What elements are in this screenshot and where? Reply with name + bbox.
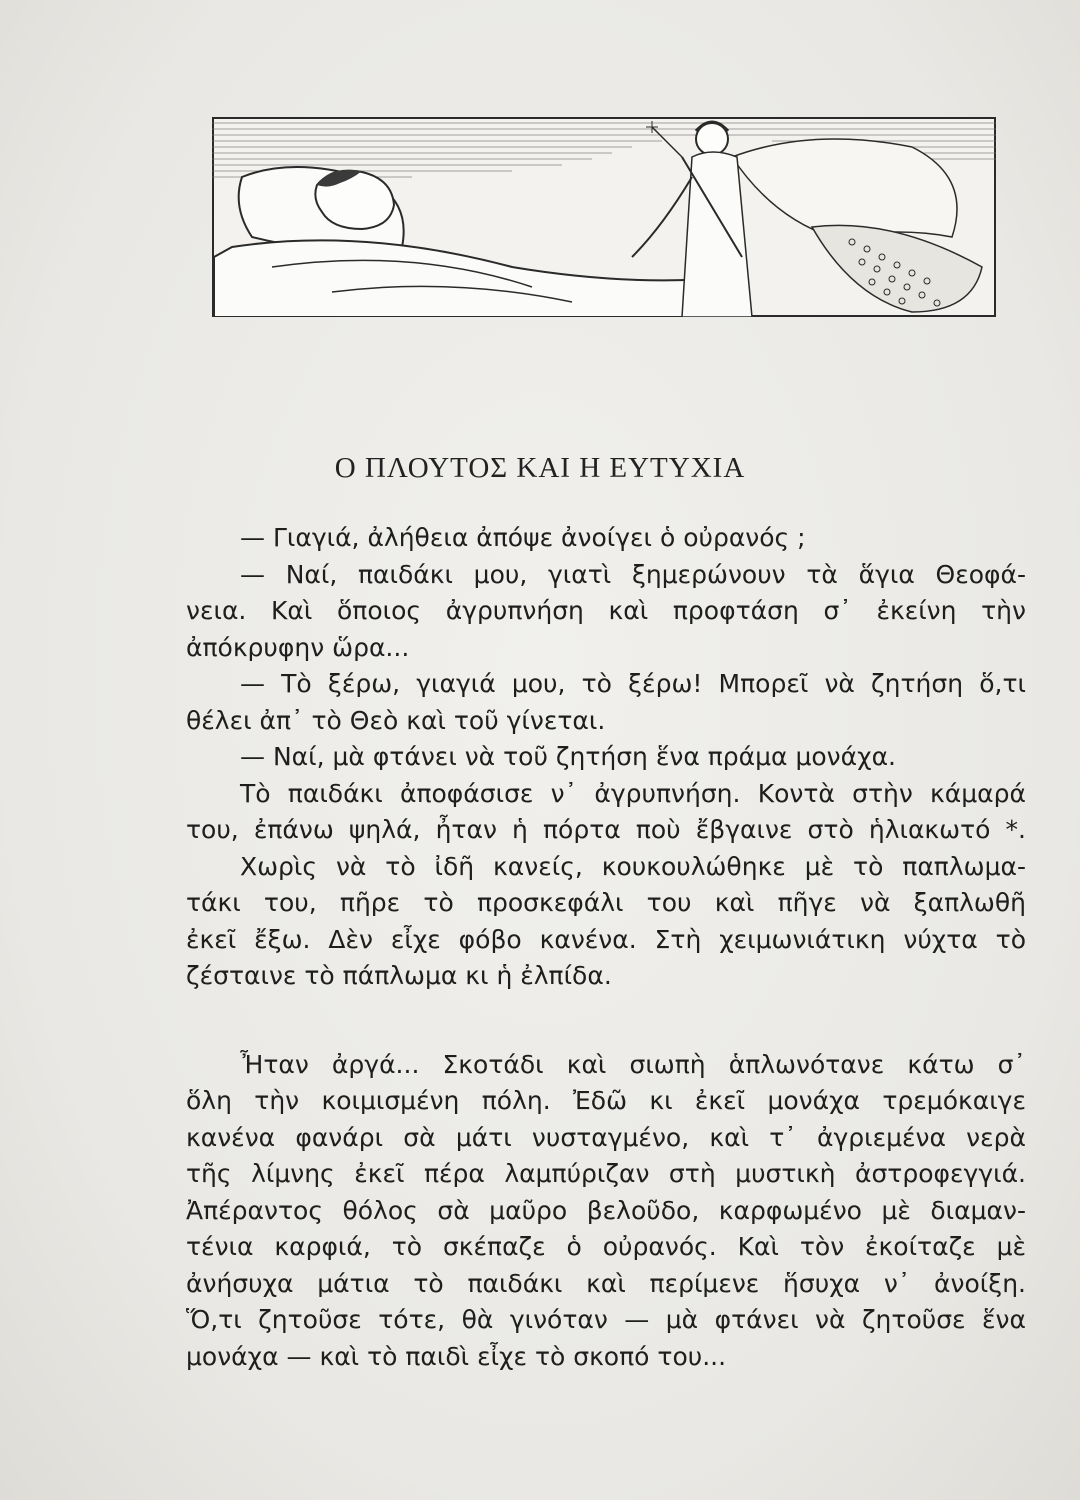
text-line: ἀπόκρυφην ὥρα... [186, 632, 410, 662]
text-line: θέλει ἀπ᾿ τὸ Θεὸ καὶ τοῦ γίνεται. [186, 705, 606, 735]
text-line: τῆς λίμνης ἐκεῖ πέρα λαμπύριζαν στὴ μυστικὴ ἀστροφεγγιά. [186, 1159, 1026, 1188]
text-line: — Ναί, μὰ φτάνει νὰ τοῦ ζητήση ἕνα πράμα μονάχα. [240, 742, 896, 771]
illustration-drawing [212, 117, 996, 317]
text-line: τάκι του, πῆρε τὸ προσκεφάλι του καὶ πῆγε νὰ ξαπλωθῆ [186, 888, 1026, 917]
text-line: ἐκεῖ ἔξω. Δὲν εἶχε φόβο κανένα. Στὴ χειμωνιάτικη νύχτα τὸ [186, 924, 1026, 954]
text-line: τένια καρφιά, τὸ σκέπαζε ὁ οὐρανός. Καὶ τὸν ἐκοίταζε μὲ [186, 1232, 1026, 1261]
text-line: του, ἐπάνω ψηλά, ἦταν ἡ πόρτα ποὺ ἔβγαινε στὸ ἡλιακωτό *. [186, 815, 1026, 844]
text-line: — Τὸ ξέρω, γιαγιά μου, τὸ ξέρω! Μπορεῖ νὰ ζητήση ὅ,τι [240, 669, 1026, 698]
story-text [186, 520, 1026, 1375]
chapter-title: Ο ΠΛΟΥΤΟΣ ΚΑΙ Η ΕΥΤΥΧΙΑ [334, 452, 746, 484]
text-line: Χωρὶς νὰ τὸ ἰδῆ κανείς, κουκουλώθηκε μὲ τὸ παπλωμα- [240, 851, 1026, 881]
text-line: Ἦταν ἀργά... Σκοτάδι καὶ σιωπὴ ἁπλωνότανε κάτω σ᾿ [240, 1049, 1026, 1079]
text-line: ἀνήσυχα μάτια τὸ παιδάκι καὶ περίμενε ἥσυχα ν᾿ ἀνοίξη. [186, 1268, 1026, 1298]
paragraph-gap [186, 995, 1026, 1047]
illustration-child-and-fairy [212, 117, 996, 317]
text-line: κανένα φανάρι σὰ μάτι νυσταγμένο, καὶ τ᾿ ἀγριεμένα νερὰ [186, 1122, 1026, 1152]
text-line: — Ναί, παιδάκι μου, γιατὶ ξημερώνουν τὰ ἅγια Θεοφά- [240, 559, 1026, 589]
text-line: ζέσταινε τὸ πάπλωμα κι ἡ ἐλπίδα. [186, 961, 612, 990]
text-line: Ὅ,τι ζητοῦσε τότε, θὰ γινόταν — μὰ φτάνει νὰ ζητοῦσε ἕνα [186, 1305, 1026, 1334]
text-line: μονάχα — καὶ τὸ παιδὶ εἶχε τὸ σκοπό του... [186, 1341, 727, 1371]
text-line: Ἀπέραντος θόλος σὰ μαῦρο βελοῦδο, καρφωμένο μὲ διαμαν- [186, 1195, 1026, 1225]
text-line: Τὸ παιδάκι ἀποφάσισε ν᾿ ἀγρυπνήση. Κοντὰ στὴν κάμαρά [240, 778, 1026, 808]
text-line: νεια. Καὶ ὅποιος ἀγρυπνήση καὶ προφτάση σ᾿ ἐκείνη τὴν [186, 596, 1026, 625]
text-line: — Γιαγιά, ἀλήθεια ἀπόψε ἀνοίγει ὁ οὐρανός ; [240, 523, 806, 552]
text-line: ὅλη τὴν κοιμισμένη πόλη. Ἐδῶ κι ἐκεῖ μονάχα τρεμόκαιγε [186, 1086, 1026, 1115]
